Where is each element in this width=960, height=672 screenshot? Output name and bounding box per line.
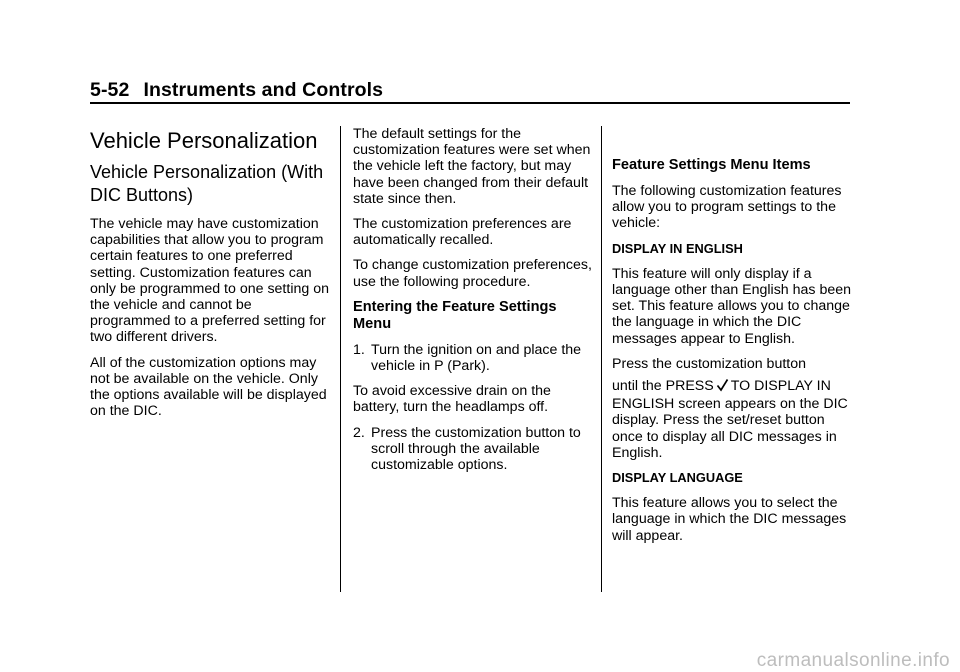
subsection-heading: Entering the Feature Settings Menu — [353, 298, 557, 332]
note-paragraph: To avoid excessive drain on the battery, turn the headlamps off. — [353, 383, 551, 416]
section-heading: Vehicle Personalization (With DIC Buttons) — [90, 162, 324, 205]
checkmark-icon — [716, 378, 729, 396]
header-rule — [90, 102, 850, 104]
paragraph: This feature allows you to select the language in which the DIC messages will appear. — [612, 495, 847, 544]
page-header — [90, 79, 383, 102]
column-divider-2 — [601, 126, 602, 592]
column-3 — [612, 126, 857, 553]
paragraph: The vehicle may have customization capabilities that allow you to program certain features to one preferred setting. Customization features can only be programmed to one setting on the vehicle and cannot be programmed to a preferred setting for two different drivers. — [90, 216, 329, 346]
list-number: 1. — [353, 341, 365, 358]
text-run: TO DISPLAY IN ENGLISH screen appears on the DIC display. Press the set/reset button once to display all DIC messages in English. — [612, 378, 848, 461]
list-item — [353, 342, 593, 374]
item-title: DISPLAY LANGUAGE — [612, 470, 743, 486]
watermark: carmanualsonline.info — [756, 650, 950, 671]
column-divider-1 — [340, 126, 341, 592]
column-1 — [90, 126, 330, 428]
paragraph: All of the customization options may not be available on the vehicle. Only the options available will be displayed on the DIC. — [90, 354, 327, 420]
paragraph: The default settings for the customization features were set when the vehicle left the factory, but may have been changed from their default state since then. — [353, 126, 591, 207]
text-run: until the PRESS — [612, 378, 714, 395]
page-number: 5-52 — [90, 79, 130, 101]
subsection-heading: Feature Settings Menu Items — [612, 157, 811, 173]
paragraph: To change customization preferences, use the following procedure. — [353, 257, 592, 290]
list-text: Turn the ignition on and place the vehicle in P (Park). — [371, 341, 582, 375]
paragraph: Press the customization button — [612, 355, 806, 372]
page-title: Vehicle Personalization — [90, 128, 318, 153]
column-2 — [353, 126, 593, 482]
item-title: DISPLAY IN ENGLISH — [612, 240, 743, 256]
paragraph: The following customization features allow you to program settings to the vehicle: — [612, 183, 842, 232]
paragraph: This feature will only display if a language other than English has been set. This feature allows you to change the language in which the DIC messages appear to English. — [612, 265, 852, 347]
paragraph: The customization preferences are automatically recalled. — [353, 216, 572, 249]
list-number: 2. — [353, 424, 365, 441]
list-item — [353, 425, 593, 474]
list-text: Press the customization button to scroll through the available customizable options. — [371, 424, 581, 474]
section-title: Instruments and Controls — [143, 79, 384, 101]
paragraph — [612, 378, 857, 461]
